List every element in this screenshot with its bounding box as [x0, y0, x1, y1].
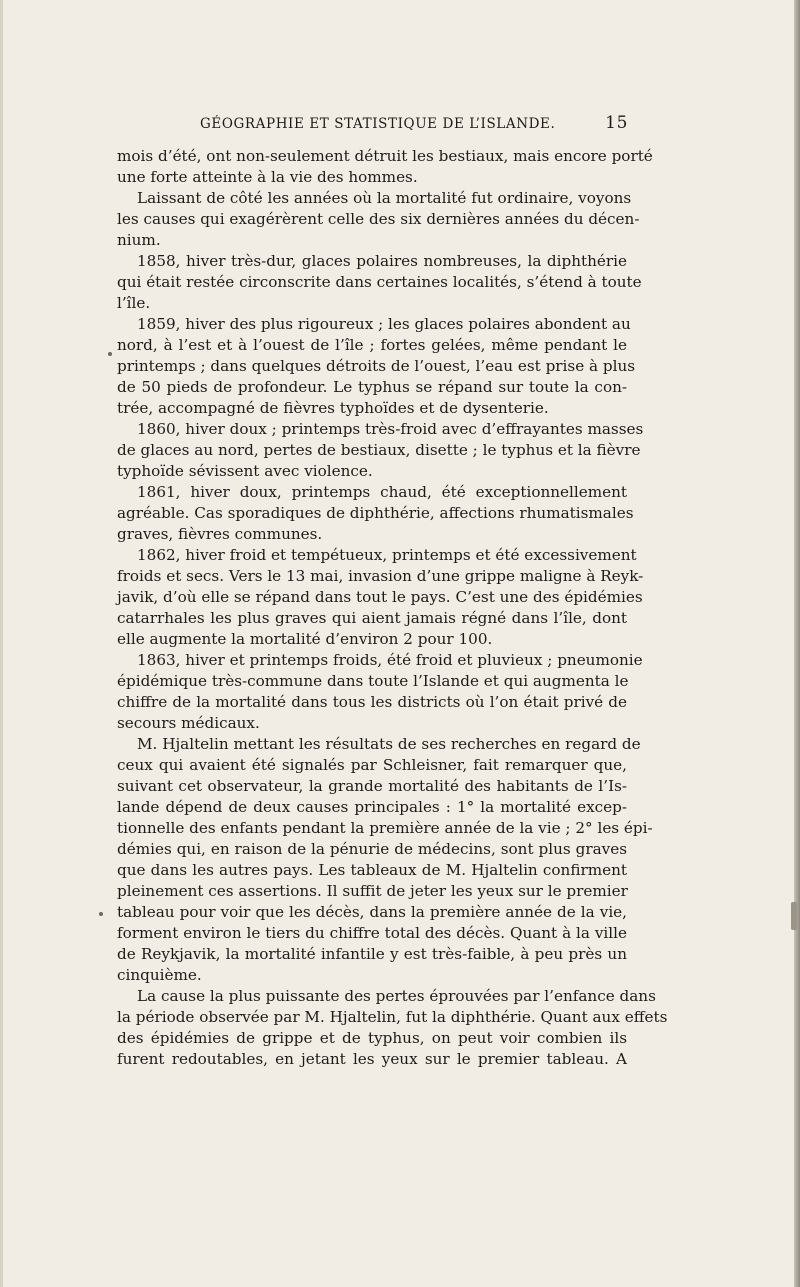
- body-text: [117, 146, 668, 1070]
- text-line: typhoïde sévissent avec violence.: [117, 462, 373, 480]
- paragraph: [117, 188, 640, 251]
- text-line: agréable. Cas sporadiques de diphthérie, affections rhumatismales: [117, 504, 634, 522]
- text-line: lande dépend de deux causes principales : 1° la mortalité excep-: [117, 798, 627, 816]
- paragraph: [117, 650, 643, 734]
- text-line: de glaces au nord, pertes de bestiaux, disette ; le typhus et la fièvre: [117, 441, 641, 459]
- text-line: printemps ; dans quelques détroits de l’ouest, l’eau est prise à plus: [117, 357, 636, 375]
- text-line: la période observée par M. Hjaltelin, fut la diphthérie. Quant aux effets: [117, 1008, 668, 1026]
- text-line: l’île.: [117, 294, 151, 312]
- text-line: javik, d’où elle se répand dans tout le pays. C’est une des épidémies: [117, 588, 643, 606]
- text-line: ceux qui avaient été signalés par Schleisner, fait remarquer que,: [117, 756, 627, 774]
- text-line: tableau pour voir que les décès, dans la première année de la vie,: [117, 903, 627, 921]
- paragraph: [117, 734, 653, 986]
- text-line: de Reykjavik, la mortalité infantile y est très-faible, à peu près un: [117, 945, 627, 963]
- paragraph: [117, 545, 644, 650]
- running-header: [200, 113, 630, 133]
- text-line: chiffre de la mortalité dans tous les districts où l’on était privé de: [117, 693, 627, 711]
- text-line: 1859, hiver des plus rigoureux ; les glaces polaires abondent au: [137, 315, 631, 333]
- text-line: 1860, hiver doux ; printemps très-froid avec d’effrayantes masses: [137, 420, 644, 438]
- text-line: 1861, hiver doux, printemps chaud, été exceptionnellement: [137, 483, 627, 501]
- text-line: les causes qui exagérèrent celle des six dernières années du décen-: [117, 210, 640, 228]
- text-line: graves, fièvres communes.: [117, 525, 323, 543]
- margin-dot: [99, 912, 103, 916]
- paragraph: [117, 251, 642, 314]
- text-line: que dans les autres pays. Les tableaux de M. Hjaltelin confirment: [117, 861, 627, 879]
- text-line: forment environ le tiers du chiffre total des décès. Quant à la ville: [117, 924, 627, 942]
- paragraph: [117, 146, 653, 188]
- text-line: une forte atteinte à la vie des hommes.: [117, 168, 418, 186]
- text-line: elle augmente la mortalité d’environ 2 pour 100.: [117, 630, 493, 648]
- text-line: trée, accompagné de fièvres typhoïdes et de dysenterie.: [117, 399, 549, 417]
- text-line: qui était restée circonscrite dans certaines localités, s’étend à toute: [117, 273, 642, 291]
- text-line: 1863, hiver et printemps froids, été froid et pluvieux ; pneumonie: [137, 651, 643, 669]
- page-left-edge: [0, 0, 3, 1287]
- page-edge-tab: [791, 902, 797, 930]
- paragraph: [117, 986, 668, 1070]
- text-line: Laissant de côté les années où la mortalité fut ordinaire, voyons: [137, 189, 632, 207]
- text-line: de 50 pieds de profondeur. Le typhus se répand sur toute la con-: [117, 378, 627, 396]
- text-line: démies qui, en raison de la pénurie de médecins, sont plus graves: [117, 840, 627, 858]
- text-line: suivant cet observateur, la grande mortalité des habitants de l’Is-: [117, 777, 627, 795]
- text-line: M. Hjaltelin mettant les résultats de ses recherches en regard de: [137, 735, 641, 753]
- text-line: 1862, hiver froid et tempétueux, printemps et été excessivement: [137, 546, 637, 564]
- paragraph: [117, 314, 636, 419]
- page-number: 15: [605, 113, 628, 133]
- text-line: cinquième.: [117, 966, 202, 984]
- text-line: mois d’été, ont non-seulement détruit les bestiaux, mais encore porté: [117, 147, 653, 165]
- page-right-edge: [794, 0, 800, 1287]
- text-line: froids et secs. Vers le 13 mai, invasion d’une grippe maligne à Reyk-: [117, 567, 644, 585]
- text-line: La cause la plus puissante des pertes éprouvées par l’enfance dans: [137, 987, 656, 1005]
- text-line: 1858, hiver très-dur, glaces polaires nombreuses, la diphthérie: [137, 252, 627, 270]
- text-line: catarrhales les plus graves qui aient jamais régné dans l’île, dont: [117, 609, 627, 627]
- text-line: des épidémies de grippe et de typhus, on peut voir combien ils: [117, 1029, 627, 1047]
- paragraph: [117, 482, 634, 545]
- text-line: pleinement ces assertions. Il suffit de jeter les yeux sur le premier: [117, 882, 628, 900]
- text-line: épidémique très-commune dans toute l’Islande et qui augmenta le: [117, 672, 629, 690]
- text-line: nord, à l’est et à l’ouest de l’île ; fortes gelées, même pendant le: [117, 336, 627, 354]
- text-line: tionnelle des enfants pendant la première année de la vie ; 2° les épi-: [117, 819, 653, 837]
- text-line: secours médicaux.: [117, 714, 260, 732]
- text-line: furent redoutables, en jetant les yeux sur le premier tableau. A: [117, 1050, 627, 1068]
- text-line: nium.: [117, 231, 161, 249]
- paragraph: [117, 419, 644, 482]
- running-title: GÉOGRAPHIE ET STATISTIQUE DE L’ISLANDE.: [200, 116, 556, 132]
- margin-dot: [108, 352, 112, 356]
